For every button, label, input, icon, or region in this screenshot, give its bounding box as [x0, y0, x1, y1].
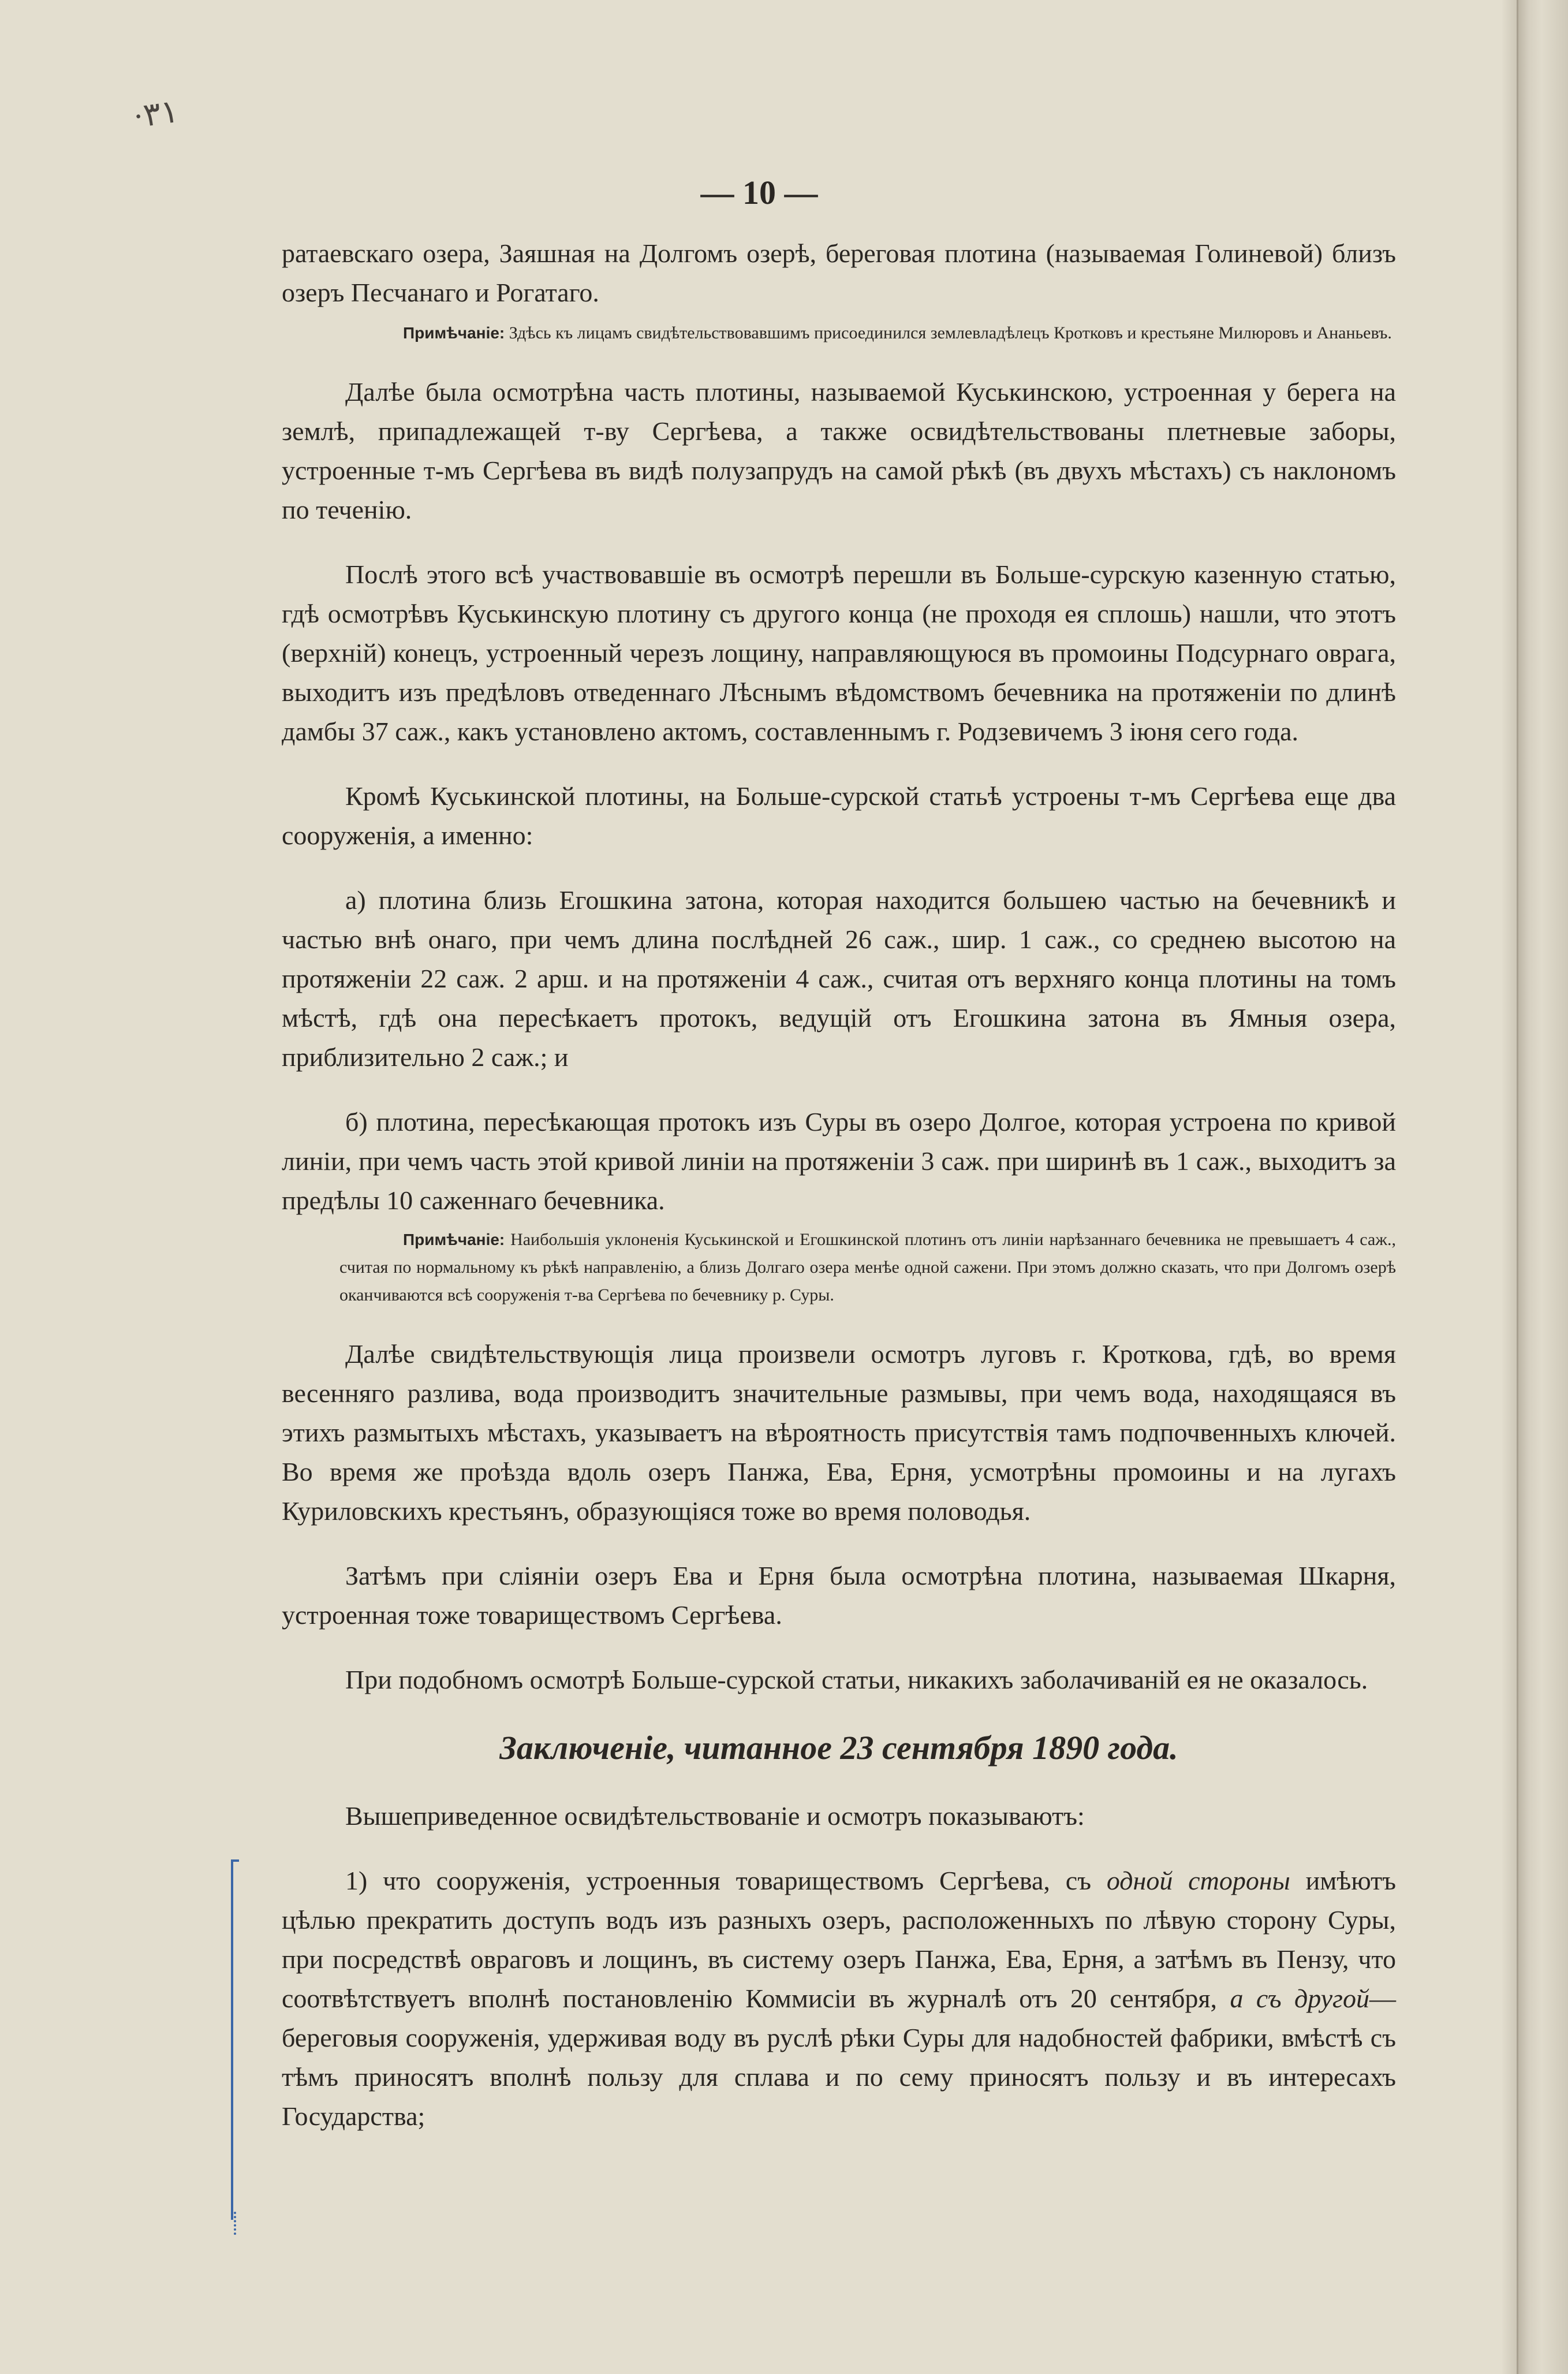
paragraph-bolshe-surskaya: Послѣ этого всѣ участвовавшіе въ осмотрѣ перешли въ Больше-сурскую казенную статью, гдѣ осмотрѣвъ Куськинскую плотину съ другого конца (не проходя ея сплошь) нашли, что этотъ (верхній) конецъ, устроенный черезъ лощину, направляющуюся въ промоины Подсурнаго оврага, выходитъ изъ предѣловъ отведеннаго Лѣснымъ вѣдомствомъ бечевника на протяженіи по длинѣ дамбы 37 саж., какъ установлено актомъ, составленнымъ г. Родзевичемъ 3 іюня сего года.: [282, 560, 1396, 746]
conclusion-heading: Заключеніе, читанное 23 сентября 1890 года.: [499, 1729, 1178, 1766]
note-1-label: Примѣчаніе:: [403, 324, 505, 342]
handwritten-mark: ·٣١: [130, 93, 181, 136]
point-1-part-1: 1) что сооруженія, устроенныя товариществомъ Сергѣева, съ: [345, 1866, 1107, 1895]
paragraph-meadows: Далѣе свидѣтельствующія лица произвели осмотръ луговъ г. Кроткова, гдѣ, во время весенняго разлива, вода производитъ значительные размывы, при чемъ вода, находящаяся въ этихъ размытыхъ мѣстахъ, указываетъ на вѣроятность присутствія тамъ подпочвенныхъ ключей. Во время же проѣзда вдоль озеръ Панжа, Ева, Ерня, усмотрѣны промоины и на лугахъ Куриловскихъ крестьянъ, образующіяся тоже во время половодья.: [282, 1339, 1396, 1526]
conclusion-point-1: [282, 1861, 1396, 2136]
paragraph-kuskinskaya-dam: Далѣе была осмотрѣна часть плотины, называемой Куськинскою, устроенная у берега на землѣ, припадлежащей т-ву Сергѣева, а также освидѣтельствованы плетневые заборы, устроенные т-мъ Сергѣева въ видѣ полузапрудъ на самой рѣкѣ (въ двухъ мѣстахъ) съ наклономъ по теченію.: [282, 377, 1396, 524]
binding-spine: [1517, 0, 1568, 2374]
note-2-label: Примѣчаніе:: [403, 1231, 505, 1249]
paragraph-two-structures: Кромѣ Куськинской плотины, на Больше-сурской статьѣ устроены т-мъ Сергѣева еще два сооруженія, а именно:: [282, 781, 1396, 850]
point-1-part-3: —береговыя сооруженія, удерживая воду въ руслѣ рѣки Суры для надобностей фабрики, вмѣстѣ съ тѣмъ приносятъ вполнѣ пользу для сплава и по сему приносятъ пользу и въ интересахъ Государства;: [282, 1984, 1397, 2131]
item-b: б) плотина, пересѣкающая протокъ изъ Суры въ озеро Долгое, которая устроена по кривой линіи, при чемъ часть этой кривой линіи на протяженіи 3 саж. при ширинѣ въ 1 саж., выходитъ за предѣлы 10 саженнаго бечевника.: [282, 1107, 1396, 1215]
paragraph-conclusion-intro: Вышеприведенное освидѣтельствованіе и осмотръ показываютъ:: [345, 1801, 1085, 1831]
paragraph-no-swamping: При подобномъ осмотрѣ Больше-сурской статьи, никакихъ заболачиваній ея не оказалось.: [345, 1665, 1368, 1694]
note-2-text: Наибольшія уклоненія Куськинской и Егошкинской плотинъ отъ линіи нарѣзаннаго бечевника не превышаетъ 4 саж., считая по нормальному къ рѣкѣ направленію, а близь Долгаго озера менѣе одной сажени. При этомъ должно сказать, что при Долгомъ озерѣ оканчиваются всѣ сооруженія т-ва Сергѣева по бечевнику р. Суры.: [339, 1230, 1396, 1305]
note-2: [282, 1226, 1396, 1309]
paragraph-shkarnya: Затѣмъ при сліяніи озеръ Ева и Ерня была осмотрѣна плотина, называемая Шкарня, устроенная тоже товариществомъ Сергѣева.: [282, 1561, 1396, 1630]
point-1-italic-2: а съ другой: [1230, 1984, 1370, 2013]
point-1-part-2: имѣютъ цѣлью прекратить доступъ водъ изъ разныхъ озеръ, расположенныхъ по лѣвую сторону Суры, при посредствѣ овраговъ и лощинъ, въ систему озеръ Панжа, Ева, Ерня, а затѣмъ въ Пензу, что соотвѣтствуетъ вполнѣ постановленію Коммисіи въ журналѣ отъ 20 сентября,: [282, 1866, 1396, 2013]
point-1-italic-1: одной стороны: [1106, 1866, 1290, 1895]
page-number: — 10 —: [700, 174, 818, 211]
note-1-text: Здѣсь къ лицамъ свидѣтельствовавшимъ присоединился землевладѣлецъ Кротковъ и крестьяне Милюровъ и Ананьевъ.: [509, 323, 1392, 342]
margin-bracket-mark: [231, 1859, 239, 2220]
note-1: [282, 319, 1396, 347]
margin-dotted-mark: [234, 2212, 240, 2235]
page-shadow: [1501, 0, 1518, 2374]
text-body: [282, 234, 1396, 2161]
continuation-paragraph: ратаевскаго озера, Заяшная на Долгомъ озерѣ, береговая плотина (называемая Голиневой) близъ озеръ Песчанаго и Рогатаго.: [282, 238, 1396, 307]
item-a: а) плотина близь Егошкина затона, которая находится большею частью на бечевникѣ и частью внѣ онаго, при чемъ длина послѣдней 26 саж., шир. 1 саж., со среднею высотою на протяженіи 22 саж. 2 арш. и на протяженіи 4 саж., считая отъ верхняго конца плотины на томъ мѣстѣ, гдѣ она пересѣкаетъ протокъ, ведущій отъ Егошкина затона въ Ямныя озера, приблизительно 2 саж.; и: [282, 885, 1396, 1072]
